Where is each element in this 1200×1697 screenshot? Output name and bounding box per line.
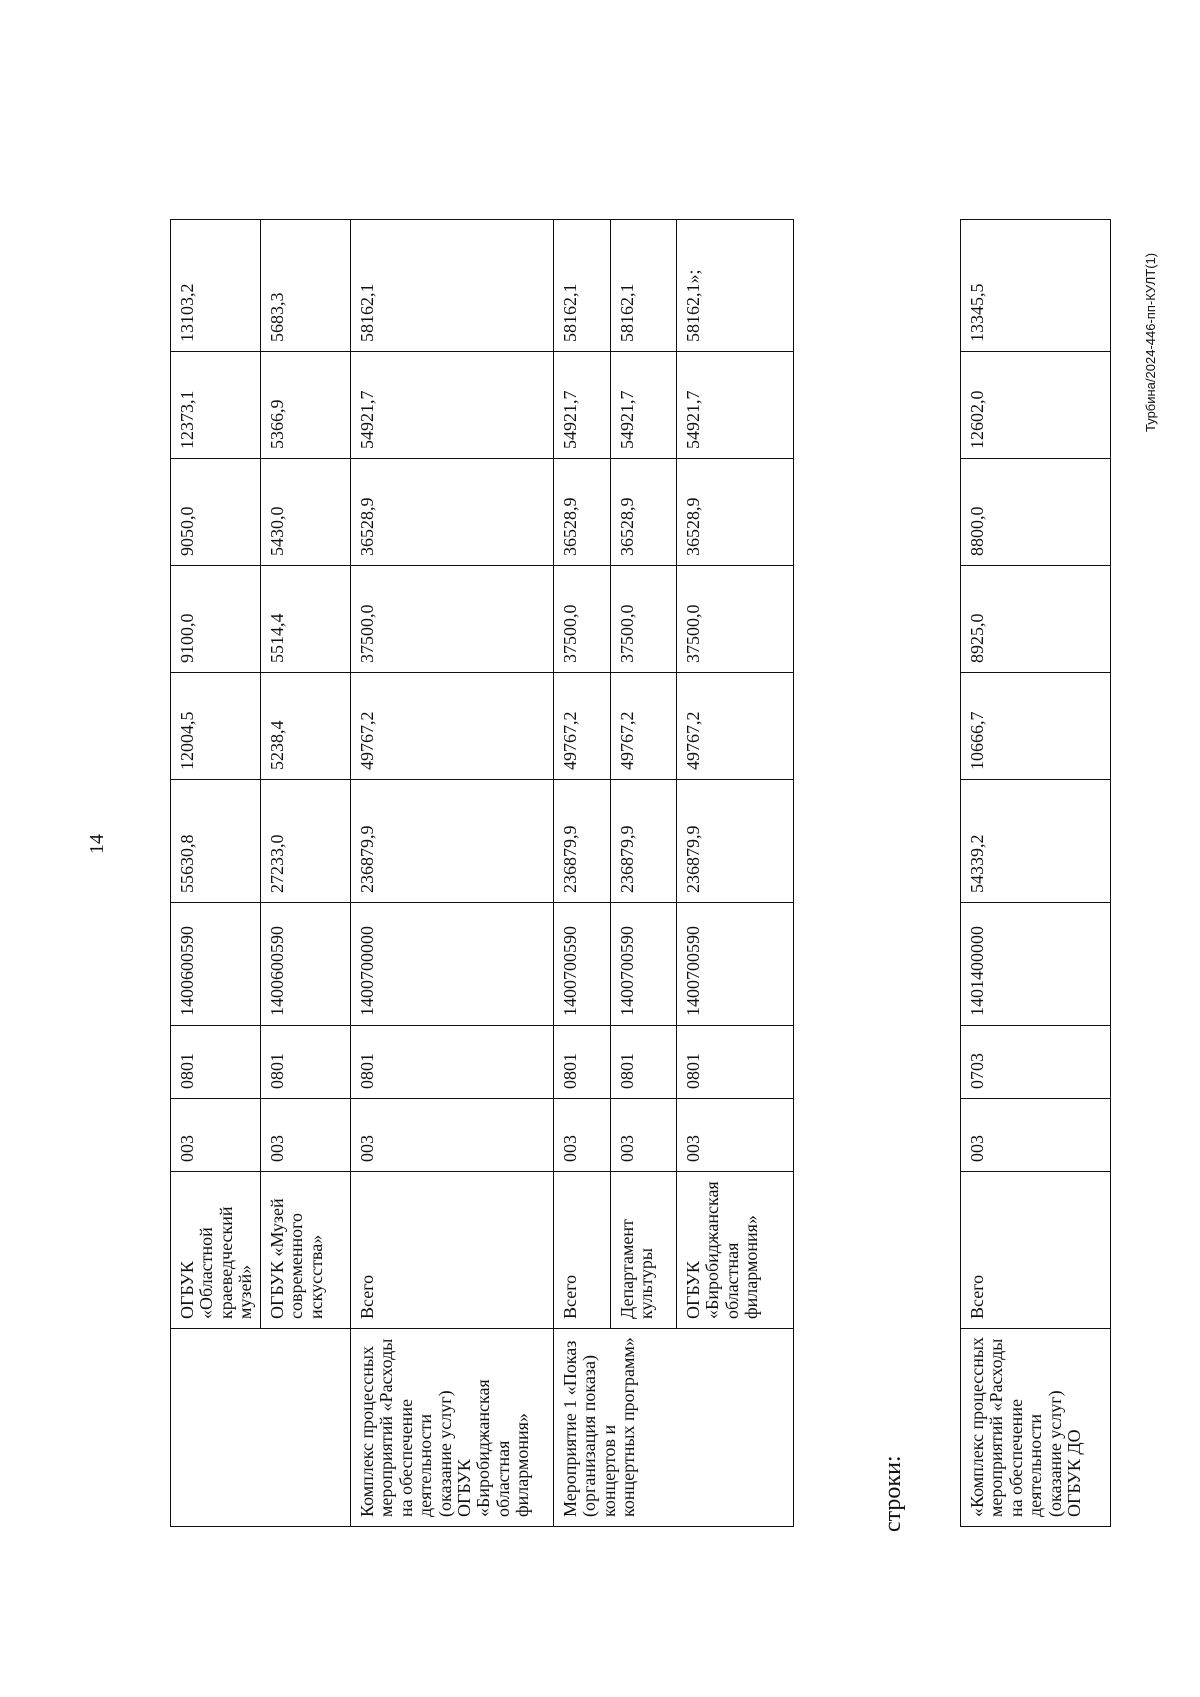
- cell-value: 54339,2: [961, 780, 1111, 903]
- cell-executor: Всего: [350, 1172, 553, 1329]
- cell-executor: Всего: [961, 1172, 1111, 1329]
- cell-value: 236879,9: [350, 780, 553, 903]
- cell-value: 54921,7: [676, 352, 793, 459]
- cell-value: 12373,1: [171, 352, 261, 459]
- cell-value: 5683,3: [260, 220, 350, 352]
- cell-value: 13103,2: [171, 220, 261, 352]
- cell-csr: 1400700590: [553, 903, 610, 1026]
- cell-value: 49767,2: [553, 673, 610, 780]
- cell-value: 236879,9: [553, 780, 610, 903]
- cell-value: 9100,0: [171, 566, 261, 673]
- cell-value: 37500,0: [676, 566, 793, 673]
- cell-rzpr: 0801: [553, 1026, 610, 1099]
- cell-value: 27233,0: [260, 780, 350, 903]
- cell-grbs: 003: [171, 1099, 261, 1172]
- cell-value: 49767,2: [676, 673, 793, 780]
- cell-csr: 1400600590: [260, 903, 350, 1026]
- cell-grbs: 003: [961, 1099, 1111, 1172]
- cell-value: 58162,1: [610, 220, 676, 352]
- cell-value: 58162,1: [553, 220, 610, 352]
- cell-csr: 1400700590: [610, 903, 676, 1026]
- cell-value: 36528,9: [610, 459, 676, 566]
- document-code: Турбина/2024-446-пп-КУЛТ(1): [1143, 252, 1158, 432]
- budget-table-continued: [960, 219, 1111, 1527]
- cell-value: 236879,9: [676, 780, 793, 903]
- cell-program: Мероприятие 1 «Показ (организация показа) концертов и концертных программ»: [553, 1329, 793, 1527]
- cell-value: 8925,0: [961, 566, 1111, 673]
- cell-value: 58162,1: [350, 220, 553, 352]
- cell-executor: ОГБУК «Областной краеведческий музей»: [171, 1172, 261, 1329]
- cell-value: 54921,7: [553, 352, 610, 459]
- cell-executor: Департамент культуры: [610, 1172, 676, 1329]
- cell-value: 55630,8: [171, 780, 261, 903]
- cell-value: 10666,7: [961, 673, 1111, 780]
- cell-value: 5514,4: [260, 566, 350, 673]
- cell-program: Комплекс процессных мероприятий «Расходы на обеспечение деятельности (оказание услуг) ОГБУК «Биробиджанская областная филармония»: [350, 1329, 553, 1527]
- cell-value: 12004,5: [171, 673, 261, 780]
- cell-value: 49767,2: [350, 673, 553, 780]
- cell-rzpr: 0801: [350, 1026, 553, 1099]
- cell-csr: 1400700000: [350, 903, 553, 1026]
- cell-value: 36528,9: [553, 459, 610, 566]
- cell-executor: ОГБУК «Музей современного искусства»: [260, 1172, 350, 1329]
- cell-value: 5366,9: [260, 352, 350, 459]
- cell-grbs: 003: [553, 1099, 610, 1172]
- cell-grbs: 003: [260, 1099, 350, 1172]
- cell-rzpr: 0801: [610, 1026, 676, 1099]
- cell-program: [171, 1329, 351, 1527]
- cell-value: 12602,0: [961, 352, 1111, 459]
- cell-csr: 1401400000: [961, 903, 1111, 1026]
- cell-value: 54921,7: [350, 352, 553, 459]
- cell-value: 5430,0: [260, 459, 350, 566]
- cell-rzpr: 0801: [171, 1026, 261, 1099]
- cell-value: 54921,7: [610, 352, 676, 459]
- cell-value: 58162,1»;: [676, 220, 793, 352]
- section-label: строки:: [880, 1455, 906, 1532]
- cell-value: 5238,4: [260, 673, 350, 780]
- cell-rzpr: 0703: [961, 1026, 1111, 1099]
- cell-value: 9050,0: [171, 459, 261, 566]
- cell-csr: 1400700590: [676, 903, 793, 1026]
- cell-grbs: 003: [610, 1099, 676, 1172]
- table-row: [961, 220, 1111, 1527]
- table-row: [350, 220, 553, 1527]
- page-number: 14: [86, 834, 108, 854]
- cell-value: 8800,0: [961, 459, 1111, 566]
- cell-csr: 1400600590: [171, 903, 261, 1026]
- budget-table: [170, 219, 794, 1527]
- cell-value: 49767,2: [610, 673, 676, 780]
- cell-value: 36528,9: [350, 459, 553, 566]
- cell-grbs: 003: [676, 1099, 793, 1172]
- table-row: [553, 220, 610, 1527]
- cell-value: 13345,5: [961, 220, 1111, 352]
- cell-value: 236879,9: [610, 780, 676, 903]
- cell-rzpr: 0801: [260, 1026, 350, 1099]
- cell-executor: Всего: [553, 1172, 610, 1329]
- cell-value: 36528,9: [676, 459, 793, 566]
- cell-value: 37500,0: [350, 566, 553, 673]
- cell-executor: ОГБУК «Биробиджанская областная филармония»: [676, 1172, 793, 1329]
- cell-grbs: 003: [350, 1099, 553, 1172]
- cell-rzpr: 0801: [676, 1026, 793, 1099]
- cell-value: 37500,0: [610, 566, 676, 673]
- table-row: [171, 220, 261, 1527]
- cell-value: 37500,0: [553, 566, 610, 673]
- cell-program: «Комплекс процессных мероприятий «Расходы на обеспечение деятельности (оказание услуг) ОГБУК ДО: [961, 1329, 1111, 1527]
